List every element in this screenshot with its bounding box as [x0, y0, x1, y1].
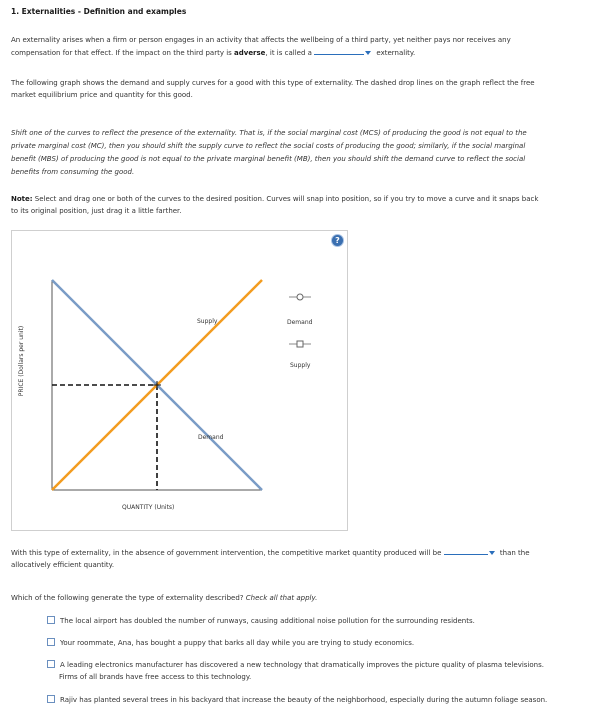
graph-canvas — [12, 231, 347, 530]
graph-intro-paragraph — [11, 77, 599, 101]
option-text-line-2: Firms of all brands have free access to this technology. — [59, 673, 252, 681]
question1-text: With this type of externality, in the absence of government intervention, the competitive market quantity produced will be — [11, 549, 442, 557]
intro-line-2 — [11, 46, 599, 59]
legend-supply-label: Supply — [290, 362, 311, 369]
square-handle-icon[interactable] — [297, 341, 303, 347]
intro-paragraph — [11, 34, 599, 59]
option-airport[interactable] — [47, 615, 607, 627]
graph-intro-line-2: market equilibrium price and quantity for this good. — [11, 91, 193, 99]
question-title: 1. Externalities - Definition and examples — [11, 7, 187, 16]
note-line-1 — [11, 193, 599, 205]
instructions-line-2: private marginal cost (MC), then you should shift the supply curve to reflect the social costs of producing the good; similarly, if the social marginal — [11, 142, 526, 150]
option-text: A leading electronics manufacturer has discovered a new technology that dramatically improves the picture quality of plasma televisions. — [60, 661, 544, 669]
supply-curve-tool[interactable] — [289, 341, 311, 347]
quantity-comparison-dropdown[interactable] — [444, 546, 488, 555]
note-paragraph — [11, 193, 599, 217]
option-text: Rajiv has planted several trees in his backyard that increase the beauty of the neighborhood, especially during the autumn foliage season. — [60, 696, 548, 704]
note-text: Select and drag one or both of the curves to the desired position. Curves will snap into position, so if you try to move a curve and it snaps back — [32, 195, 539, 203]
question1-line-1 — [11, 546, 599, 559]
checkbox[interactable] — [47, 695, 55, 703]
question1-paragraph — [11, 546, 599, 571]
checkbox[interactable] — [47, 616, 55, 624]
intro-text-post: externality. — [376, 49, 416, 57]
graph-panel — [11, 230, 348, 531]
question1-text-post: than the — [499, 549, 530, 557]
intro-line-1: An externality arises when a firm or person engages in an activity that affects the wellbeing of a third party, yet neither pays nor receives any — [11, 36, 511, 44]
note-label: Note: — [11, 195, 33, 203]
question2-text: Which of the following generate the type of externality described? — [11, 594, 246, 602]
instructions-line-3: benefit (MBS) of producing the good is not equal to the private marginal benefit (MB), then you should shift the demand curve to reflect the social — [11, 155, 526, 163]
x-axis-label: QUANTITY (Units) — [122, 504, 175, 511]
instructions-line-4: benefits from consuming the good. — [11, 168, 135, 176]
chevron-down-icon[interactable] — [365, 51, 371, 55]
intro-text-mid: , it is called a — [265, 49, 312, 57]
externality-type-dropdown[interactable] — [314, 46, 364, 55]
instructions-paragraph — [11, 127, 599, 179]
y-axis-label: PRICE (Dollars per unit) — [18, 325, 25, 397]
note-line-2: to its original position, just drag it a little farther. — [11, 207, 182, 215]
help-icon[interactable]: ? — [332, 235, 343, 246]
demand-curve-tool[interactable] — [289, 294, 311, 300]
circle-handle-icon[interactable] — [297, 294, 303, 300]
instructions-line-1: Shift one of the curves to reflect the presence of the externality. That is, if the social marginal cost (MCS) of producing the good is not equal to the — [11, 129, 527, 137]
intro-text: compensation for that effect. If the impact on the third party is — [11, 49, 235, 57]
checkbox[interactable] — [47, 638, 55, 646]
legend-demand-label: Demand — [287, 319, 313, 326]
intro-bold: adverse — [234, 49, 266, 57]
question1-line-2: allocatively efficient quantity. — [11, 561, 115, 569]
option-trees[interactable] — [47, 694, 607, 706]
question2-instruction: Check all that apply. — [245, 594, 318, 602]
chevron-down-icon[interactable] — [489, 551, 495, 555]
option-text: Your roommate, Ana, has bought a puppy that barks all day while you are trying to study economics. — [60, 639, 415, 647]
option-electronics[interactable] — [47, 659, 607, 683]
option-roommate[interactable] — [47, 637, 607, 649]
supply-curve-label: Supply — [197, 318, 218, 325]
demand-curve-label: Demand — [198, 434, 224, 441]
checkbox[interactable] — [47, 660, 55, 668]
question2-prompt — [11, 592, 599, 604]
graph-intro-line-1: The following graph shows the demand and supply curves for a good with this type of externality. The dashed drop lines on the graph reflect the free — [11, 79, 535, 87]
option-text: The local airport has doubled the number of runways, causing additional noise pollution for the surrounding residents. — [60, 617, 475, 625]
